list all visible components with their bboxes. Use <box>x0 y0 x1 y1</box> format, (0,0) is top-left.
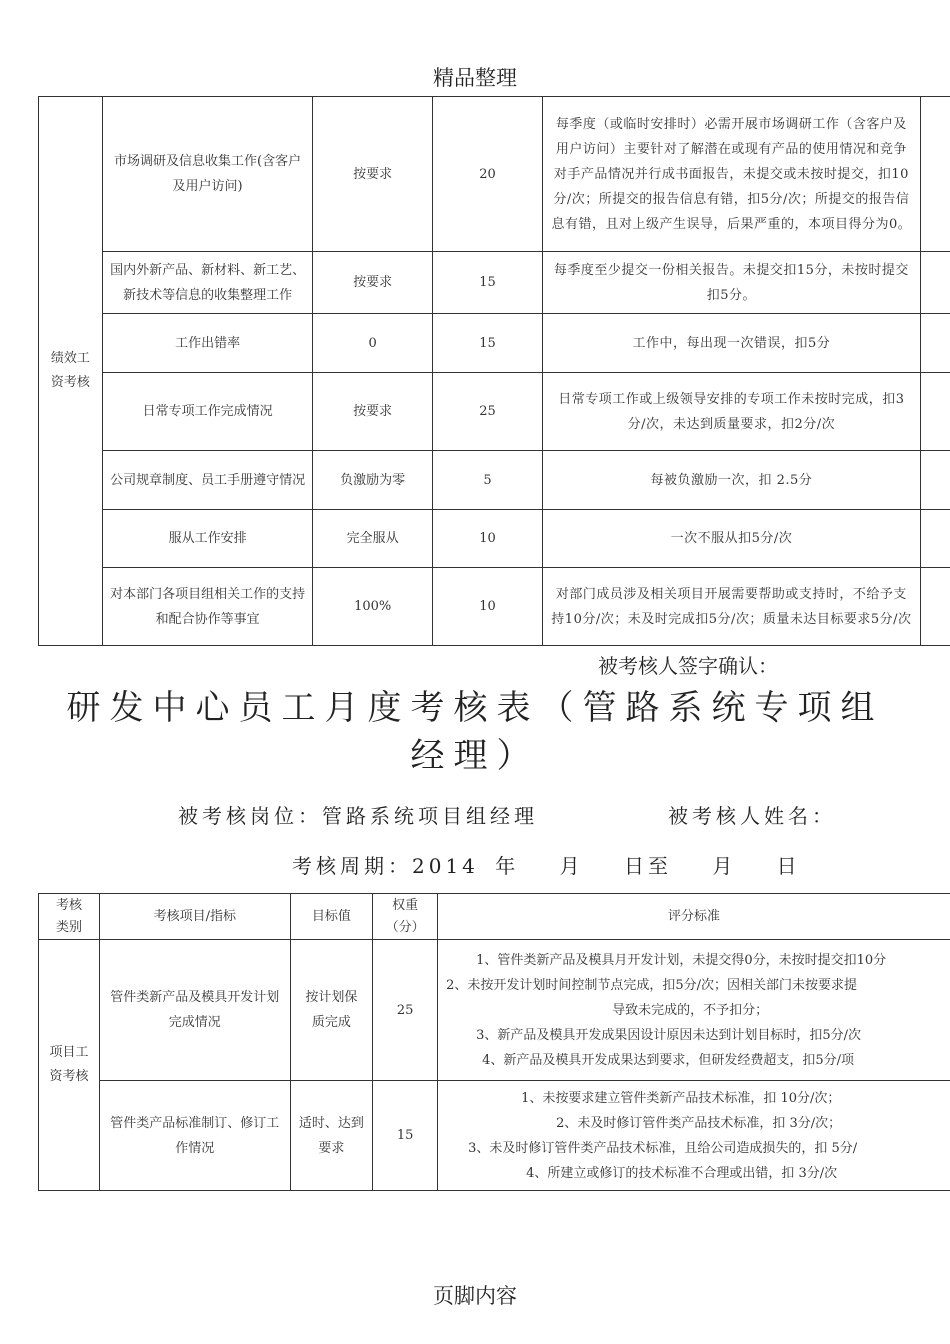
weight-cell: 15 <box>432 252 542 314</box>
criteria-cell: 每季度至少提交一份相关报告。未提交扣15分，未按时提交扣5分。 <box>543 252 920 314</box>
weight-cell: 15 <box>373 1081 438 1191</box>
target-cell: 适时、达到要求 <box>290 1081 373 1191</box>
score-cell <box>920 373 950 451</box>
target-cell: 按要求 <box>313 373 432 451</box>
criteria-line: 1、管件类新产品及模具月开发计划，未提交得0分，未按时提交扣10分 <box>476 952 887 968</box>
item-cell: 服从工作安排 <box>102 510 313 568</box>
score-cell <box>920 451 950 510</box>
item-cell: 日常专项工作完成情况 <box>102 373 313 451</box>
category-cell <box>39 940 100 1191</box>
criteria-line: 4、新产品及模具开发成果达到要求，但研发经费超支，扣5分/项 <box>482 1052 854 1068</box>
item-cell: 工作出错率 <box>102 314 313 373</box>
criteria-line: 2、未按开发计划时间控制节点完成，扣5分/次；因相关部门未按要求提 <box>446 977 857 993</box>
weight-cell: 5 <box>432 451 542 510</box>
item-cell: 市场调研及信息收集工作(含客户及用户访问) <box>102 97 313 252</box>
header-target: 目标值 <box>290 894 373 940</box>
item-cell: 公司规章制度、员工手册遵守情况 <box>102 451 313 510</box>
header-item: 考核项目/指标 <box>99 894 290 940</box>
item-cell: 对本部门各项目组相关工作的支持和配合协作等事宜 <box>102 568 313 646</box>
header-weight: 权重（分） <box>373 894 438 940</box>
score-cell <box>920 252 950 314</box>
target-cell: 100% <box>313 568 432 646</box>
criteria-line: 3、新产品及模具开发成果因设计原因未达到计划目标时，扣5分/次 <box>476 1027 861 1043</box>
criteria-line: 4、所建立或修订的技术标准不合理或出错，扣 3分/次 <box>526 1165 838 1181</box>
target-cell: 按要求 <box>313 252 432 314</box>
score-cell <box>920 510 950 568</box>
assessment-table <box>38 893 950 1191</box>
item-cell: 国内外新产品、新材料、新工艺、新技术等信息的收集整理工作 <box>102 252 313 314</box>
target-cell: 按要求 <box>313 97 432 252</box>
criteria-cell: 工作中，每出现一次错误，扣5分 <box>543 314 920 373</box>
target-cell: 负激励为零 <box>313 451 432 510</box>
header-criteria: 评分标准 <box>438 894 950 940</box>
item-cell: 管件类新产品及模具开发计划完成情况 <box>99 940 290 1081</box>
page-title: 研发中心员工月度考核表（管路系统专项组 <box>66 688 884 728</box>
signature-label: 被考核人签字确认： <box>598 654 778 678</box>
weight-cell: 20 <box>432 97 542 252</box>
criteria-cell <box>438 1081 950 1191</box>
criteria-cell: 每季度（或临时安排时）必需开展市场调研工作（含客户及用户访问）主要针对了解潜在或现有产品的使用情况和竞争对手产品情况并行成书面报告，未提交或未按时提交，扣10分/次；所提交的报告信息有错，扣5分/次；所提交的报告信息有错，且对上级产生误导，后果严重的，本项目得分为0。 <box>543 97 920 252</box>
score-cell <box>920 97 950 252</box>
category-cell <box>39 97 103 646</box>
criteria-cell <box>438 940 950 1081</box>
criteria-cell: 日常专项工作或上级领导安排的专项工作未按时完成，扣3分/次，未达到质量要求，扣2分/次 <box>543 373 920 451</box>
weight-cell: 25 <box>432 373 542 451</box>
criteria-line: 1、未按要求建立管件类新产品技术标准，扣 10分/次； <box>521 1090 841 1106</box>
criteria-line: 2、未及时修订管件类产品技术标准，扣 3分/次； <box>556 1115 842 1131</box>
item-cell: 管件类产品标准制订、修订工作情况 <box>99 1081 290 1191</box>
criteria-cell: 对部门成员涉及相关项目开展需要帮助或支持时，不给予支持10分/次；未及时完成扣5分/次；质量未达目标要求5分/次 <box>543 568 920 646</box>
criteria-line: 3、未及时修订管件类产品技术标准，且给公司造成损失的，扣 5分/ <box>468 1140 858 1156</box>
weight-cell: 10 <box>432 568 542 646</box>
category-label: 绩效工资考核 <box>50 351 90 390</box>
weight-cell: 10 <box>432 510 542 568</box>
header-category: 考核类别 <box>39 894 100 940</box>
assessment-table-continued <box>38 96 950 646</box>
weight-cell: 15 <box>432 314 542 373</box>
target-cell: 按计划保质完成 <box>290 940 373 1081</box>
weight-cell: 25 <box>373 940 438 1081</box>
category-label: 项目工资考核 <box>49 1045 89 1084</box>
criteria-cell: 每被负激励一次，扣 2.5分 <box>543 451 920 510</box>
score-cell <box>920 314 950 373</box>
target-cell: 0 <box>313 314 432 373</box>
position-label: 被考核岗位：管路系统项目组经理 <box>178 804 538 828</box>
criteria-line: 导致未完成的，不予扣分； <box>612 1002 769 1018</box>
period-label: 考核周期：2014 年 月 日至 月 日 <box>292 854 801 878</box>
employee-name-label: 被考核人姓名： <box>668 804 836 828</box>
target-cell: 完全服从 <box>313 510 432 568</box>
page-title-continued: 经理） <box>410 736 540 776</box>
page-header: 精品整理 <box>433 66 517 90</box>
page-footer: 页脚内容 <box>433 1284 517 1308</box>
criteria-cell: 一次不服从扣5分/次 <box>543 510 920 568</box>
score-cell <box>920 568 950 646</box>
